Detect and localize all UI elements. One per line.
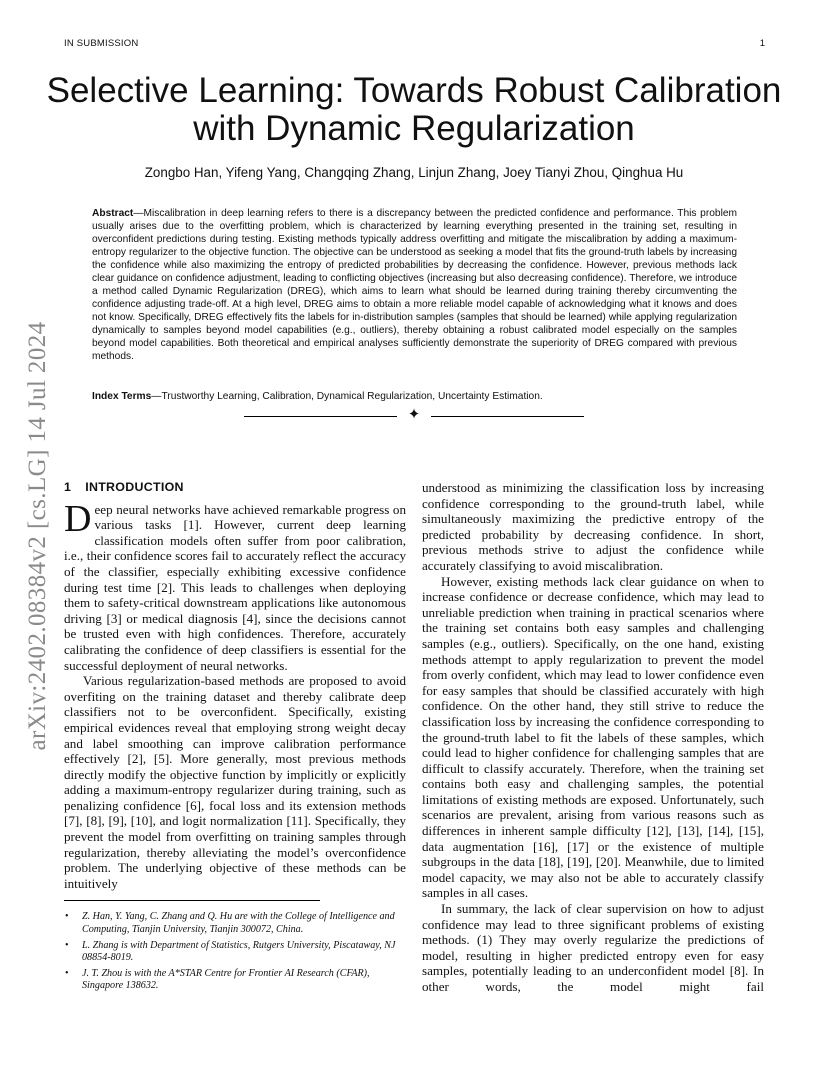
divider-star-icon: ✦ <box>407 407 421 423</box>
index-terms <box>92 390 737 403</box>
footnote-item: • L. Zhang is with Department of Statistics, Rutgers University, Piscataway, NJ 08854-8019. <box>64 940 406 965</box>
divider-line-left <box>244 416 397 417</box>
paper-title <box>0 72 828 148</box>
paper-title-line-1: Selective Learning: Towards Robust Calibration <box>46 71 782 110</box>
abstract <box>92 207 737 363</box>
left-column <box>64 480 406 996</box>
abstract-text: —Miscalibration in deep learning refers to there is a discrepancy between the predicted confidence and performance. This problem usually arises due to the overfitting problem, which is characterized by learning everything presented in the training set, resulting in overconfident predictions during testing. Existing methods typically address overfitting and mitigate the miscalibration by adding a maximum-entropy regularizer to the objective function. The objective can be understood as seeking a model that fits the ground-truth labels by increasing the confidence while also maximizing the entropy of predicted probabilities by decreasing the confidence. However, previous methods lack clear guidance on confidence adjustment, leading to conflicting objectives (increasing but also decreasing confidence). Therefore, we introduce a method called Dynamic Regularization (DREG), which aims to learn what should be learned during training thereby circumventing the confidence adjusting trade-off. At a high level, DREG aims to obtain a more reliable model capable of acknowledging what it knows and does not know. Specifically, DREG effectively fits the labels for in-distribution samples (samples that should be learned) while applying regularization dynamically to samples beyond model capabilities (e.g., outliers), thereby obtaining a robust calibrated model especially on the samples beyond model capabilities. Both theoretical and empirical analyses sufficiently demonstrate the superiority of DREG compared with previous methods. <box>92 208 737 362</box>
section-title: INTRODUCTION <box>85 480 184 494</box>
arxiv-identifier-stamp[interactable]: arXiv:2402.08384v2 [cs.LG] 14 Jul 2024 <box>24 321 51 751</box>
abstract-label: Abstract <box>92 208 134 219</box>
intro-paragraph-3: understood as minimizing the classification loss by increasing confidence corresponding to the ground-truth label, while simultaneously maximizing the predictive entropy of the predicted probability by decreasing confidence. In short, previous methods strive to adjust the confidence while accurately classifying to avoid miscalibration. <box>422 480 764 573</box>
running-header: IN SUBMISSION <box>64 38 139 49</box>
right-column <box>422 480 764 995</box>
divider-line-right <box>431 416 584 417</box>
section-heading <box>64 480 406 496</box>
page-number: 1 <box>759 38 765 49</box>
index-terms-text: —Trustworthy Learning, Calibration, Dynamical Regularization, Uncertainty Estimation. <box>151 391 543 402</box>
intro-paragraph-1: Deep neural networks have achieved remarkable progress on various tasks [1]. However, current deep learning classification models often suffer from poor calibration, i.e., their confidence scores fail to accurately reflect the accuracy of the classifier, especially exhibiting excessive confidence during test time [2]. This leads to challenges when deploying them to safety-critical downstream applications like autonomous driving [3] or medical diagnosis [4], since the decisions cannot be trusted even with high confidences. Therefore, accurately calibrating the confidence of deep classifiers is essential for the successful deployment of neural networks. <box>64 497 406 673</box>
intro-paragraph-2: Various regularization-based methods are proposed to avoid overfiting on the training dataset and thereby calibrate deep classifiers not to be overconfident. Specifically, existing empirical evidences reveal that employing strong weight decay and label smoothing can improve calibration performance effectively [2], [5]. More generally, most previous methods directly modify the objective function by implicitly or explicitly adding a maximum-entropy regularizer during training, such as penalizing confidence [6], focal loss and its extension methods [7], [8], [9], [10], and logit normalization [11]. Specifically, they prevent the model from overfitting on training samples through regularization, thereby alleviating the model’s overconfidence problem. The underlying objective of these methods can be intuitively <box>64 673 406 891</box>
author-list: Zongbo Han, Yifeng Yang, Changqing Zhang, Linjun Zhang, Joey Tianyi Zhou, Qinghua Hu <box>144 165 684 180</box>
intro-paragraph-4: However, existing methods lack clear guidance on when to increase confidence or decrease confidence, which may lead to unreliable prediction when training in practical scenarios where the training set contains both easy samples and challenging samples (e.g., outliers). Specifically, on the one hand, existing methods attempt to apply regularization to prevent the model from overly confident, which may lead to lower confidence even for easy samples that should be classified accurately with high confidence. On the other hand, they still strive to reduce the classification loss by increasing the confidence corresponding to the ground-truth label to fit the labels of these samples, which could lead to higher confidence for challenging samples that are difficult to classify accurately. Therefore, when the training set contains both easy and challenging samples, the potential limitations of existing methods are exposed. Unfortunately, such scenarios are prevalent, arising from various reasons such as differences in inherent sample difficulty [12], [13], [14], [15], data augmentation [16], [17] or the existence of multiple subgroups in the data [18], [19], [20]. Meanwhile, due to limited model capacity, we may also not be able to accurately classify samples in all cases. <box>422 573 764 901</box>
paper-title-line-2: with Dynamic Regularization <box>193 109 635 148</box>
intro-paragraph-5: In summary, the lack of clear supervision on how to adjust confidence may lead to three significant problems of existing methods. (1) They may overly regularize the predictions of model, resulting in higher predicted entropy even for easy samples, potentially leading to an underconfident model [8]. In other words, the model might fail <box>422 901 764 994</box>
section-divider <box>244 404 584 424</box>
affiliation-footnotes <box>64 911 406 993</box>
footnote-rule <box>64 900 320 901</box>
section-number: 1 <box>64 480 72 494</box>
index-terms-label: Index Terms <box>92 391 152 402</box>
footnote-item: • Z. Han, Y. Yang, C. Zhang and Q. Hu are with the College of Intelligence and Computing, Tianjin University, Tianjin 300072, China. <box>64 911 406 936</box>
footnote-item: • J. T. Zhou is with the A*STAR Centre for Frontier AI Research (CFAR), Singapore 138632. <box>64 968 406 993</box>
